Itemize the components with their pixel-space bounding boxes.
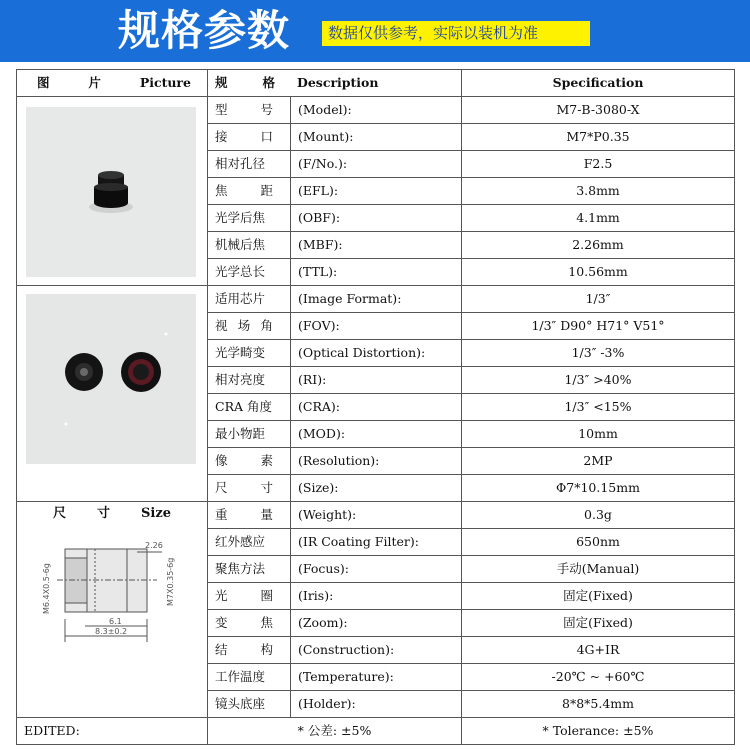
param-label: 光学后焦 <box>208 205 291 232</box>
param-label: 适用芯片 <box>208 286 291 313</box>
param-description: (Optical Distortion): <box>291 340 462 367</box>
param-description: (Resolution): <box>291 448 462 475</box>
page-title: 规格参数 <box>118 6 291 55</box>
param-description: (FOV): <box>291 313 462 340</box>
param-value: 1/3″ <box>462 286 735 313</box>
lens-dimension-drawing <box>17 524 207 644</box>
param-label: 变 焦 <box>208 610 291 637</box>
param-label: 光学总长 <box>208 259 291 286</box>
dim-right-label: M7X0.35-6g <box>166 557 175 606</box>
param-value: F2.5 <box>462 151 735 178</box>
param-label: 聚焦方法 <box>208 556 291 583</box>
spec-table <box>16 69 735 745</box>
table-row <box>17 286 735 313</box>
param-value: 4G+IR <box>462 637 735 664</box>
param-value: -20℃ ~ +60℃ <box>462 664 735 691</box>
table-row <box>17 502 735 529</box>
param-label: 型 号 <box>208 97 291 124</box>
param-value: 650nm <box>462 529 735 556</box>
param-value: 1/3″ D90° H71° V51° <box>462 313 735 340</box>
tolerance-en: * Tolerance: ±5% <box>462 718 735 745</box>
lens-front-back-image <box>26 294 196 464</box>
lens-photo-side <box>26 107 196 277</box>
dim-top-label: 2.26 <box>145 541 163 550</box>
param-label: 最小物距 <box>208 421 291 448</box>
param-label: 红外感应 <box>208 529 291 556</box>
param-description: (Mount): <box>291 124 462 151</box>
param-label: 相对孔径 <box>208 151 291 178</box>
param-value: Φ7*10.15mm <box>462 475 735 502</box>
param-label: 重 量 <box>208 502 291 529</box>
param-label: 焦 距 <box>208 178 291 205</box>
param-description: (MOD): <box>291 421 462 448</box>
lens-photo-front-back <box>26 294 196 464</box>
param-label: 结 构 <box>208 637 291 664</box>
param-description: (Zoom): <box>291 610 462 637</box>
param-description: (Size): <box>291 475 462 502</box>
param-value: M7*P0.35 <box>462 124 735 151</box>
dim-total-label: 8.3±0.2 <box>95 627 128 636</box>
picture-cell <box>17 502 208 718</box>
param-value: 4.1mm <box>462 205 735 232</box>
dim-left-label: M6.4X0.5-6g <box>42 563 51 614</box>
picture-cell <box>17 286 208 502</box>
size-header-text: 寸 <box>97 506 111 521</box>
table-header-row <box>17 70 735 97</box>
header-description: 规 格 Description <box>208 70 462 97</box>
header-picture: 图 片 Picture <box>17 70 208 97</box>
param-description: (Construction): <box>291 637 462 664</box>
param-label: 光 圈 <box>208 583 291 610</box>
param-value: 0.3g <box>462 502 735 529</box>
param-value: 固定(Fixed) <box>462 583 735 610</box>
param-description: (Model): <box>291 97 462 124</box>
param-value: 10.56mm <box>462 259 735 286</box>
param-value: 10mm <box>462 421 735 448</box>
param-value: 1/3″ <15% <box>462 394 735 421</box>
param-description: (F/No.): <box>291 151 462 178</box>
param-label: 尺 寸 <box>208 475 291 502</box>
param-value: 3.8mm <box>462 178 735 205</box>
edited-label: EDITED: <box>17 718 208 745</box>
param-label: 工作温度 <box>208 664 291 691</box>
header-specification: Specification <box>462 70 735 97</box>
param-description: (Temperature): <box>291 664 462 691</box>
param-value: 1/3″ -3% <box>462 340 735 367</box>
title-banner <box>0 0 750 62</box>
param-description: (Weight): <box>291 502 462 529</box>
param-description: (Focus): <box>291 556 462 583</box>
param-description: (Iris): <box>291 583 462 610</box>
footer-row <box>17 718 735 745</box>
param-description: (RI): <box>291 367 462 394</box>
param-value: 2.26mm <box>462 232 735 259</box>
param-description: (Holder): <box>291 691 462 718</box>
param-label: 相对亮度 <box>208 367 291 394</box>
tolerance-cn: * 公差: ±5% <box>208 718 462 745</box>
param-label: 镜头底座 <box>208 691 291 718</box>
param-description: (Image Format): <box>291 286 462 313</box>
size-header-text: Size <box>141 506 171 521</box>
param-value: 2MP <box>462 448 735 475</box>
table-row <box>17 97 735 124</box>
lens-side-image <box>26 107 196 277</box>
disclaimer-note: 数据仅供参考，实际以装机为准 <box>322 21 590 46</box>
param-value: M7-B-3080-X <box>462 97 735 124</box>
param-label: CRA 角度 <box>208 394 291 421</box>
picture-cell <box>17 97 208 286</box>
param-value: 固定(Fixed) <box>462 610 735 637</box>
size-drawing-cell <box>17 504 207 653</box>
param-description: (TTL): <box>291 259 462 286</box>
param-value: 8*8*5.4mm <box>462 691 735 718</box>
param-label: 机械后焦 <box>208 232 291 259</box>
dim-inner-label: 6.1 <box>109 617 122 626</box>
param-description: (OBF): <box>291 205 462 232</box>
param-description: (MBF): <box>291 232 462 259</box>
param-description: (IR Coating Filter): <box>291 529 462 556</box>
param-label: 像 素 <box>208 448 291 475</box>
size-header-text: 尺 <box>53 506 67 521</box>
param-value: 手动(Manual) <box>462 556 735 583</box>
param-description: (CRA): <box>291 394 462 421</box>
param-label: 接 口 <box>208 124 291 151</box>
param-label: 光学畸变 <box>208 340 291 367</box>
param-description: (EFL): <box>291 178 462 205</box>
param-label: 视 场 角 <box>208 313 291 340</box>
param-value: 1/3″ >40% <box>462 367 735 394</box>
